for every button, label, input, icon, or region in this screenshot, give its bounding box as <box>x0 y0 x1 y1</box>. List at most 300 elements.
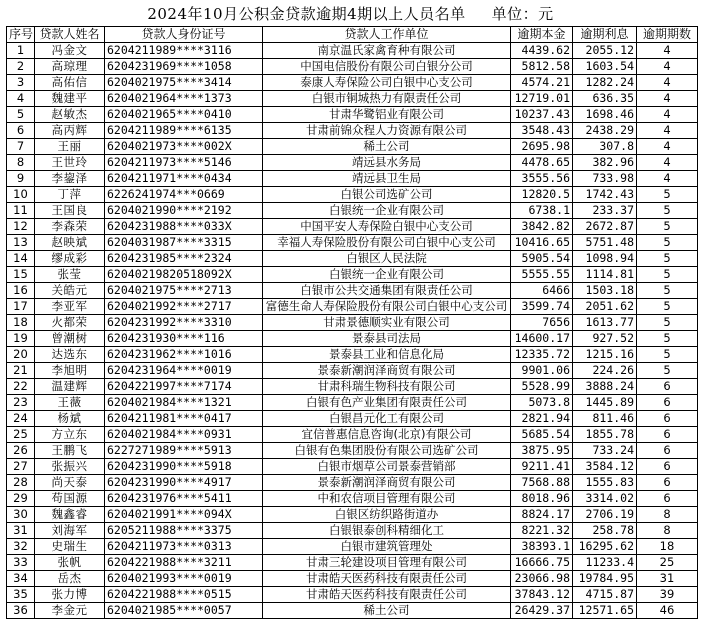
table-row <box>7 43 698 59</box>
table-row <box>7 123 698 139</box>
cell-id-number: 6204221988****0515 <box>105 587 263 603</box>
cell-no: 18 <box>7 315 35 331</box>
col-header-no: 序号 <box>7 27 35 43</box>
cell-employer: 靖远县卫生局 <box>263 171 511 187</box>
cell-overdue-principal: 26429.37 <box>511 603 573 619</box>
cell-employer: 白银市公共交通集团有限责任公司 <box>263 283 511 299</box>
table-body <box>7 43 698 619</box>
cell-employer: 白银市建筑管理处 <box>263 539 511 555</box>
cell-overdue-periods: 4 <box>637 75 698 91</box>
cell-overdue-principal: 23066.98 <box>511 571 573 587</box>
cell-name: 李旭明 <box>35 363 105 379</box>
cell-overdue-periods: 5 <box>637 267 698 283</box>
cell-no: 29 <box>7 491 35 507</box>
cell-name: 李鋆泽 <box>35 171 105 187</box>
cell-id-number: 6204021964****1373 <box>105 91 263 107</box>
cell-employer: 甘肃三轮建设项目管理有限公司 <box>263 555 511 571</box>
cell-id-number: 6204021993****0019 <box>105 571 263 587</box>
cell-no: 5 <box>7 107 35 123</box>
table-row <box>7 603 698 619</box>
cell-name: 冯金文 <box>35 43 105 59</box>
cell-no: 30 <box>7 507 35 523</box>
cell-overdue-interest: 1855.78 <box>573 427 637 443</box>
table-row <box>7 187 698 203</box>
cell-overdue-interest: 3314.02 <box>573 491 637 507</box>
cell-overdue-principal: 12335.72 <box>511 347 573 363</box>
table-row <box>7 411 698 427</box>
cell-overdue-periods: 4 <box>637 91 698 107</box>
cell-id-number: 6204231964****0019 <box>105 363 263 379</box>
cell-overdue-interest: 233.37 <box>573 203 637 219</box>
cell-no: 27 <box>7 459 35 475</box>
cell-name: 刘海军 <box>35 523 105 539</box>
cell-name: 赵敏杰 <box>35 107 105 123</box>
cell-no: 28 <box>7 475 35 491</box>
cell-employer: 白银区纺织路街道办 <box>263 507 511 523</box>
cell-employer: 白银公司选矿公司 <box>263 187 511 203</box>
cell-no: 20 <box>7 347 35 363</box>
cell-name: 王丽 <box>35 139 105 155</box>
cell-overdue-periods: 6 <box>637 379 698 395</box>
cell-no: 9 <box>7 171 35 187</box>
cell-name: 杨斌 <box>35 411 105 427</box>
cell-name: 丁萍 <box>35 187 105 203</box>
table-row <box>7 347 698 363</box>
table-row <box>7 443 698 459</box>
cell-overdue-interest: 2706.19 <box>573 507 637 523</box>
cell-overdue-interest: 3888.24 <box>573 379 637 395</box>
table-row <box>7 491 698 507</box>
cell-overdue-interest: 382.96 <box>573 155 637 171</box>
cell-no: 3 <box>7 75 35 91</box>
cell-overdue-principal: 9901.06 <box>511 363 573 379</box>
cell-no: 4 <box>7 91 35 107</box>
cell-id-number: 6226241974***0669 <box>105 187 263 203</box>
cell-employer: 甘肃皓天医药科技有限责任公司 <box>263 587 511 603</box>
cell-name: 尚天泰 <box>35 475 105 491</box>
cell-name: 火都荣 <box>35 315 105 331</box>
table-row <box>7 427 698 443</box>
cell-no: 25 <box>7 427 35 443</box>
cell-no: 36 <box>7 603 35 619</box>
cell-employer: 甘肃华鹭铝业有限公司 <box>263 107 511 123</box>
table-row <box>7 395 698 411</box>
cell-id-number: 6204231962****1016 <box>105 347 263 363</box>
col-header-name: 贷款人姓名 <box>35 27 105 43</box>
cell-employer: 景泰县工业和信息化局 <box>263 347 511 363</box>
cell-overdue-periods: 4 <box>637 59 698 75</box>
table-row <box>7 539 698 555</box>
cell-overdue-interest: 1698.46 <box>573 107 637 123</box>
cell-overdue-interest: 636.35 <box>573 91 637 107</box>
cell-overdue-periods: 25 <box>637 555 698 571</box>
cell-overdue-principal: 2695.98 <box>511 139 573 155</box>
cell-id-number: 6204021973****002X <box>105 139 263 155</box>
cell-name: 魏建平 <box>35 91 105 107</box>
cell-no: 26 <box>7 443 35 459</box>
cell-no: 12 <box>7 219 35 235</box>
cell-id-number: 6204231990****5918 <box>105 459 263 475</box>
cell-overdue-interest: 224.26 <box>573 363 637 379</box>
cell-no: 16 <box>7 283 35 299</box>
cell-name: 赵映斌 <box>35 235 105 251</box>
cell-name: 李金元 <box>35 603 105 619</box>
cell-name: 王世玲 <box>35 155 105 171</box>
cell-no: 22 <box>7 379 35 395</box>
cell-overdue-periods: 5 <box>637 219 698 235</box>
cell-employer: 幸福人寿保险股份有限公司白银中心支公司 <box>263 235 511 251</box>
cell-overdue-principal: 6738.1 <box>511 203 573 219</box>
cell-name: 史瑞生 <box>35 539 105 555</box>
cell-name: 岳杰 <box>35 571 105 587</box>
table-row <box>7 283 698 299</box>
cell-overdue-periods: 4 <box>637 139 698 155</box>
cell-id-number: 6204211973****0313 <box>105 539 263 555</box>
cell-overdue-interest: 1445.89 <box>573 395 637 411</box>
cell-overdue-principal: 16666.75 <box>511 555 573 571</box>
cell-id-number: 6204211981****0417 <box>105 411 263 427</box>
cell-overdue-interest: 811.46 <box>573 411 637 427</box>
table-row <box>7 203 698 219</box>
cell-overdue-periods: 5 <box>637 203 698 219</box>
table-row <box>7 267 698 283</box>
cell-overdue-principal: 3599.74 <box>511 299 573 315</box>
cell-employer: 甘肃景德顺实业有限公司 <box>263 315 511 331</box>
title-text: 2024年10月公积金贷款逾期4期以上人员名单 <box>147 4 466 23</box>
cell-employer: 南京温氏家禽育种有限公司 <box>263 43 511 59</box>
cell-employer: 景泰县司法局 <box>263 331 511 347</box>
table-row <box>7 171 698 187</box>
cell-overdue-periods: 39 <box>637 587 698 603</box>
cell-name: 方立东 <box>35 427 105 443</box>
cell-no: 11 <box>7 203 35 219</box>
cell-employer: 白银有色集团股份有限公司选矿公司 <box>263 443 511 459</box>
cell-no: 19 <box>7 331 35 347</box>
cell-overdue-principal: 5905.54 <box>511 251 573 267</box>
cell-overdue-principal: 3548.43 <box>511 123 573 139</box>
cell-overdue-interest: 1555.83 <box>573 475 637 491</box>
cell-name: 高佑信 <box>35 75 105 91</box>
table-row <box>7 523 698 539</box>
cell-overdue-periods: 5 <box>637 347 698 363</box>
cell-overdue-principal: 6466 <box>511 283 573 299</box>
cell-overdue-periods: 31 <box>637 571 698 587</box>
cell-id-number: 6204031987****3315 <box>105 235 263 251</box>
cell-overdue-interest: 733.24 <box>573 443 637 459</box>
cell-overdue-periods: 4 <box>637 171 698 187</box>
cell-no: 14 <box>7 251 35 267</box>
cell-name: 高丙辉 <box>35 123 105 139</box>
cell-employer: 宜信普惠信息咨询(北京)有限公司 <box>263 427 511 443</box>
cell-overdue-periods: 6 <box>637 459 698 475</box>
cell-overdue-interest: 2672.87 <box>573 219 637 235</box>
cell-id-number: 6204221997****7174 <box>105 379 263 395</box>
cell-overdue-periods: 4 <box>637 107 698 123</box>
cell-overdue-periods: 6 <box>637 395 698 411</box>
cell-no: 13 <box>7 235 35 251</box>
cell-employer: 稀土公司 <box>263 603 511 619</box>
cell-employer: 中国电信股份有限公司白银分公司 <box>263 59 511 75</box>
cell-id-number: 6204211989****3116 <box>105 43 263 59</box>
col-header-unit: 贷款人工作单位 <box>263 27 511 43</box>
cell-id-number: 6204211971****0434 <box>105 171 263 187</box>
table-row <box>7 379 698 395</box>
cell-employer: 稀土公司 <box>263 139 511 155</box>
cell-overdue-periods: 4 <box>637 155 698 171</box>
table-row <box>7 59 698 75</box>
col-header-interest: 逾期利息 <box>573 27 637 43</box>
cell-employer: 甘肃前锦众程人力资源有限公司 <box>263 123 511 139</box>
cell-employer: 景泰新潮润泽商贸有限公司 <box>263 475 511 491</box>
cell-overdue-periods: 8 <box>637 507 698 523</box>
cell-name: 李森荣 <box>35 219 105 235</box>
cell-overdue-principal: 4574.21 <box>511 75 573 91</box>
cell-overdue-periods: 6 <box>637 491 698 507</box>
cell-employer: 中国平安人寿保险白银中心支公司 <box>263 219 511 235</box>
cell-employer: 白银统一企业有限公司 <box>263 267 511 283</box>
cell-overdue-periods: 4 <box>637 123 698 139</box>
cell-no: 15 <box>7 267 35 283</box>
cell-name: 王鹏飞 <box>35 443 105 459</box>
cell-no: 2 <box>7 59 35 75</box>
cell-employer: 景泰新潮润泽商贸有限公司 <box>263 363 511 379</box>
col-header-id: 贷款人身份证号 <box>105 27 263 43</box>
table-row <box>7 331 698 347</box>
cell-overdue-interest: 12571.65 <box>573 603 637 619</box>
cell-id-number: 62040219820518092X <box>105 267 263 283</box>
table-row <box>7 75 698 91</box>
cell-overdue-periods: 5 <box>637 235 698 251</box>
cell-overdue-periods: 5 <box>637 331 698 347</box>
cell-overdue-principal: 5685.54 <box>511 427 573 443</box>
cell-overdue-interest: 3584.12 <box>573 459 637 475</box>
cell-id-number: 6204231969****1058 <box>105 59 263 75</box>
cell-name: 张振兴 <box>35 459 105 475</box>
cell-overdue-principal: 37843.12 <box>511 587 573 603</box>
cell-employer: 中和农信项目管理有限公司 <box>263 491 511 507</box>
cell-overdue-periods: 8 <box>637 523 698 539</box>
cell-name: 苟国源 <box>35 491 105 507</box>
cell-overdue-interest: 258.78 <box>573 523 637 539</box>
cell-no: 34 <box>7 571 35 587</box>
cell-overdue-periods: 6 <box>637 443 698 459</box>
cell-employer: 白银统一企业有限公司 <box>263 203 511 219</box>
cell-employer: 白银市铜城热力有限责任公司 <box>263 91 511 107</box>
cell-no: 35 <box>7 587 35 603</box>
cell-id-number: 6205211988****3375 <box>105 523 263 539</box>
table-row <box>7 571 698 587</box>
cell-overdue-periods: 5 <box>637 251 698 267</box>
cell-id-number: 6204231992****3310 <box>105 315 263 331</box>
cell-overdue-interest: 1114.81 <box>573 267 637 283</box>
cell-overdue-interest: 1098.94 <box>573 251 637 267</box>
cell-overdue-principal: 2821.94 <box>511 411 573 427</box>
cell-employer: 白银银泰创科精细化工 <box>263 523 511 539</box>
cell-no: 8 <box>7 155 35 171</box>
table-row <box>7 363 698 379</box>
cell-id-number: 6204021991****094X <box>105 507 263 523</box>
cell-name: 缪成彩 <box>35 251 105 267</box>
cell-overdue-interest: 2055.12 <box>573 43 637 59</box>
cell-id-number: 6227271989****5913 <box>105 443 263 459</box>
cell-overdue-periods: 6 <box>637 475 698 491</box>
cell-name: 魏鑫睿 <box>35 507 105 523</box>
cell-overdue-interest: 1215.16 <box>573 347 637 363</box>
cell-id-number: 6204211973****5146 <box>105 155 263 171</box>
cell-no: 31 <box>7 523 35 539</box>
cell-overdue-interest: 2051.62 <box>573 299 637 315</box>
table-row <box>7 459 698 475</box>
cell-overdue-principal: 10416.65 <box>511 235 573 251</box>
cell-overdue-principal: 5073.8 <box>511 395 573 411</box>
cell-id-number: 6204231976****5411 <box>105 491 263 507</box>
cell-overdue-principal: 4478.65 <box>511 155 573 171</box>
cell-overdue-principal: 7656 <box>511 315 573 331</box>
cell-id-number: 6204231985****2324 <box>105 251 263 267</box>
cell-id-number: 6204221988****3211 <box>105 555 263 571</box>
cell-name: 王薇 <box>35 395 105 411</box>
cell-overdue-principal: 3555.56 <box>511 171 573 187</box>
table-row <box>7 91 698 107</box>
cell-employer: 靖远县水务局 <box>263 155 511 171</box>
cell-overdue-periods: 6 <box>637 411 698 427</box>
header-row <box>7 27 698 43</box>
table-row <box>7 219 698 235</box>
table-row <box>7 475 698 491</box>
cell-name: 曾潮树 <box>35 331 105 347</box>
cell-employer: 甘肃科瑞生物科技有限公司 <box>263 379 511 395</box>
cell-name: 王国良 <box>35 203 105 219</box>
table-row <box>7 155 698 171</box>
cell-employer: 富德生命人寿保险股份有限公司白银中心支公司 <box>263 299 511 315</box>
table-row <box>7 587 698 603</box>
cell-overdue-principal: 7568.88 <box>511 475 573 491</box>
cell-id-number: 6204021975****2713 <box>105 283 263 299</box>
cell-name: 温建辉 <box>35 379 105 395</box>
cell-overdue-interest: 2438.29 <box>573 123 637 139</box>
col-header-periods: 逾期期数 <box>637 27 698 43</box>
cell-overdue-periods: 46 <box>637 603 698 619</box>
page-title <box>147 3 553 24</box>
cell-employer: 白银有色产业集团有限责任公司 <box>263 395 511 411</box>
unit-label: 单位：元 <box>491 4 554 23</box>
cell-no: 32 <box>7 539 35 555</box>
cell-no: 33 <box>7 555 35 571</box>
cell-overdue-interest: 927.52 <box>573 331 637 347</box>
cell-id-number: 6204231930****116 <box>105 331 263 347</box>
cell-overdue-interest: 733.98 <box>573 171 637 187</box>
cell-overdue-periods: 5 <box>637 187 698 203</box>
cell-overdue-principal: 8018.96 <box>511 491 573 507</box>
cell-id-number: 6204231990****4917 <box>105 475 263 491</box>
cell-overdue-principal: 12719.01 <box>511 91 573 107</box>
cell-no: 1 <box>7 43 35 59</box>
table-row <box>7 507 698 523</box>
cell-overdue-principal: 9211.41 <box>511 459 573 475</box>
cell-no: 23 <box>7 395 35 411</box>
cell-id-number: 6204021975****3414 <box>105 75 263 91</box>
cell-name: 达选东 <box>35 347 105 363</box>
table-row <box>7 299 698 315</box>
cell-overdue-interest: 1603.54 <box>573 59 637 75</box>
cell-employer: 白银市烟草公司景泰营销部 <box>263 459 511 475</box>
table-row <box>7 107 698 123</box>
cell-overdue-principal: 4439.62 <box>511 43 573 59</box>
cell-id-number: 6204211989****6135 <box>105 123 263 139</box>
cell-overdue-principal: 10237.43 <box>511 107 573 123</box>
cell-no: 21 <box>7 363 35 379</box>
cell-overdue-interest: 19784.95 <box>573 571 637 587</box>
cell-overdue-interest: 4715.87 <box>573 587 637 603</box>
title-bar <box>0 0 701 26</box>
cell-overdue-periods: 5 <box>637 315 698 331</box>
cell-overdue-periods: 5 <box>637 363 698 379</box>
cell-id-number: 6204021984****0931 <box>105 427 263 443</box>
cell-overdue-principal: 5528.99 <box>511 379 573 395</box>
cell-overdue-interest: 11233.4 <box>573 555 637 571</box>
cell-employer: 白银区人民法院 <box>263 251 511 267</box>
cell-name: 高琼理 <box>35 59 105 75</box>
cell-name: 张力博 <box>35 587 105 603</box>
cell-employer: 白银昌元化工有限公司 <box>263 411 511 427</box>
cell-overdue-principal: 3875.95 <box>511 443 573 459</box>
cell-no: 24 <box>7 411 35 427</box>
cell-id-number: 6204021984****1321 <box>105 395 263 411</box>
cell-employer: 甘肃皓天医药科技有限责任公司 <box>263 571 511 587</box>
cell-no: 17 <box>7 299 35 315</box>
cell-overdue-interest: 307.8 <box>573 139 637 155</box>
cell-overdue-principal: 8824.17 <box>511 507 573 523</box>
cell-name: 关皓元 <box>35 283 105 299</box>
cell-id-number: 6204021985****0057 <box>105 603 263 619</box>
cell-overdue-interest: 16295.62 <box>573 539 637 555</box>
cell-id-number: 6204021990****2192 <box>105 203 263 219</box>
cell-overdue-periods: 5 <box>637 283 698 299</box>
cell-overdue-periods: 6 <box>637 427 698 443</box>
cell-name: 李亚军 <box>35 299 105 315</box>
cell-overdue-principal: 3842.82 <box>511 219 573 235</box>
cell-overdue-principal: 5555.55 <box>511 267 573 283</box>
cell-overdue-principal: 38393.1 <box>511 539 573 555</box>
cell-overdue-interest: 1742.43 <box>573 187 637 203</box>
cell-overdue-principal: 5812.58 <box>511 59 573 75</box>
cell-overdue-interest: 1282.24 <box>573 75 637 91</box>
col-header-principal: 逾期本金 <box>511 27 573 43</box>
cell-id-number: 6204021992****2717 <box>105 299 263 315</box>
overdue-list-table <box>6 26 698 619</box>
cell-no: 6 <box>7 123 35 139</box>
cell-overdue-interest: 1503.18 <box>573 283 637 299</box>
cell-overdue-principal: 8221.32 <box>511 523 573 539</box>
table-row <box>7 555 698 571</box>
cell-overdue-periods: 18 <box>637 539 698 555</box>
table-row <box>7 251 698 267</box>
table-row <box>7 315 698 331</box>
cell-overdue-periods: 4 <box>637 43 698 59</box>
cell-overdue-periods: 5 <box>637 299 698 315</box>
table-row <box>7 139 698 155</box>
cell-overdue-interest: 5751.48 <box>573 235 637 251</box>
table-row <box>7 235 698 251</box>
cell-no: 10 <box>7 187 35 203</box>
cell-employer: 泰康人寿保险公司白银中心支公司 <box>263 75 511 91</box>
cell-id-number: 6204231988****033X <box>105 219 263 235</box>
cell-id-number: 6204021965****0410 <box>105 107 263 123</box>
cell-overdue-interest: 1613.77 <box>573 315 637 331</box>
cell-name: 张莹 <box>35 267 105 283</box>
cell-overdue-principal: 12820.5 <box>511 187 573 203</box>
cell-overdue-principal: 14600.17 <box>511 331 573 347</box>
